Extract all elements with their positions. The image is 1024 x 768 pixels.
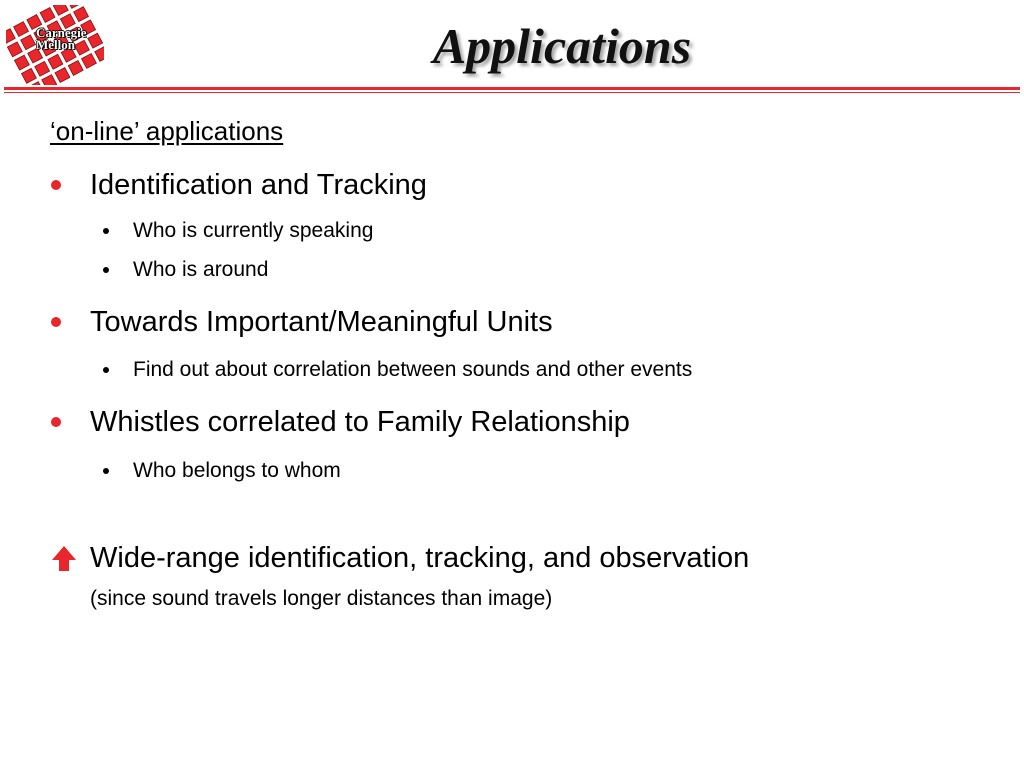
logo-square	[53, 5, 68, 15]
bullet-text: Towards Important/Meaningful Units	[90, 306, 553, 338]
sub-bullet-text: Who is currently speaking	[133, 219, 374, 242]
logo-square	[67, 5, 82, 8]
logo-line-1: Carnegie	[36, 25, 87, 40]
sub-bullet-text: Find out about correlation between sounds and other events	[133, 358, 693, 381]
bullet-item	[51, 167, 427, 203]
sub-bullet-dot-icon	[103, 228, 109, 234]
sub-bullet-item	[103, 257, 268, 283]
sub-bullet-text: Who is around	[133, 258, 269, 281]
sub-bullet-item	[103, 218, 373, 244]
sub-bullet-dot-icon	[103, 367, 109, 373]
logo-square	[42, 75, 57, 85]
bullet-dot-icon	[51, 417, 61, 427]
logo-line-2: Mellon	[36, 37, 75, 52]
highlight-text: Wide-range identification, tracking, and observation	[90, 542, 750, 574]
bullet-dot-icon	[51, 180, 61, 190]
sub-bullet-item	[103, 458, 341, 484]
bullet-text: Identification and Tracking	[90, 169, 427, 201]
section-heading: ‘on-line’ applications	[50, 116, 284, 146]
slide-title: Applications	[432, 18, 692, 74]
sub-bullet-dot-icon	[103, 267, 109, 273]
highlight-note: (since sound travels longer distances than image)	[90, 587, 553, 610]
sub-bullet-dot-icon	[103, 468, 109, 474]
sub-bullet-item	[103, 357, 692, 383]
up-arrow-icon	[51, 544, 77, 572]
bullet-text: Whistles correlated to Family Relationship	[90, 406, 630, 438]
sub-bullet-text: Who belongs to whom	[133, 459, 341, 482]
bullet-dot-icon	[51, 317, 61, 327]
bullet-item	[51, 404, 630, 440]
highlight-item	[51, 540, 749, 576]
title-rule-bottom	[4, 92, 1020, 93]
logo-square	[29, 82, 44, 85]
bullet-item	[51, 304, 553, 340]
title-rule-top	[4, 87, 1020, 90]
